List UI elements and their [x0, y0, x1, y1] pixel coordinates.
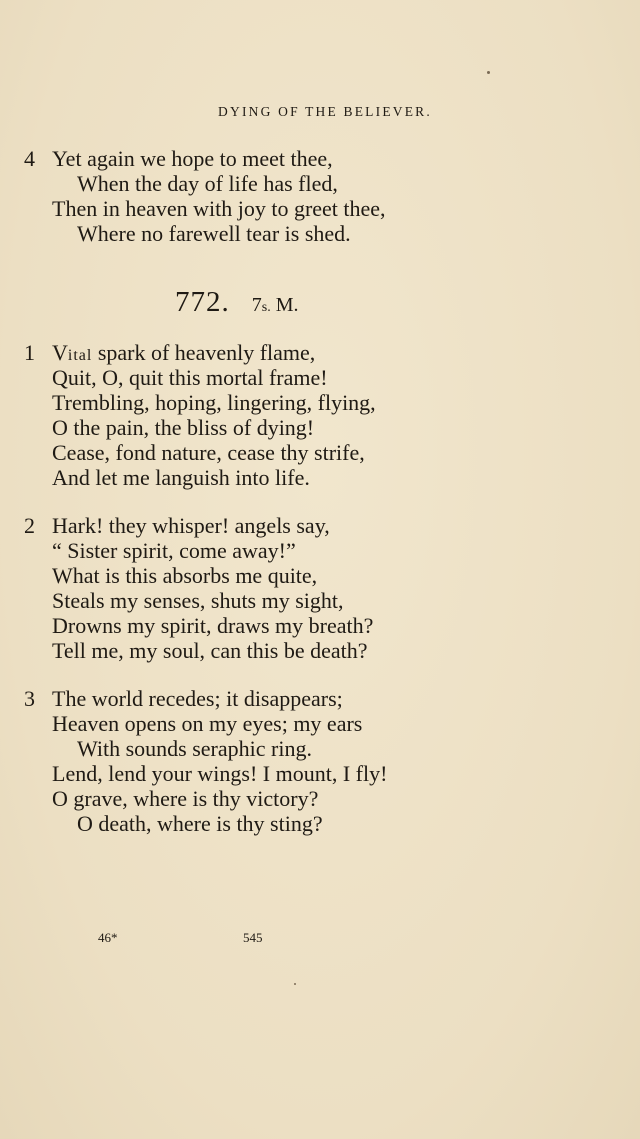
verse-line-rest: spark of heavenly flame, [92, 340, 316, 365]
verse-line: Hark! they whisper! angels say, [52, 513, 330, 538]
meter-number: 7 [251, 294, 262, 316]
drop-initial: V [52, 340, 68, 365]
stanza-number: 2 [24, 513, 35, 538]
verse-line: Trembling, hoping, lingering, flying, [52, 390, 376, 415]
verse-line: “ Sister spirit, come away!” [52, 538, 296, 563]
stanza-number: 4 [24, 146, 35, 171]
signature-mark: 46* [98, 930, 118, 945]
verse-line: Lend, lend your wings! I mount, I fly! [52, 761, 388, 786]
verse-line: What is this absorbs me quite, [52, 563, 318, 588]
stanza-number: 3 [24, 686, 35, 711]
verse-line: Where no farewell tear is shed. [77, 221, 351, 246]
paper-speck [294, 983, 296, 985]
verse-line [52, 342, 315, 364]
verse-line: Quit, O, quit this mortal frame! [52, 365, 328, 390]
verse-line: Then in heaven with joy to greet thee, [52, 196, 386, 221]
verse-line: Yet again we hope to meet thee, [52, 146, 333, 171]
verse-line: When the day of life has fled, [77, 171, 338, 196]
verse-line: Steals my senses, shuts my sight, [52, 588, 344, 613]
running-head: DYING OF THE BELIEVER. [218, 104, 432, 119]
stanza-number: 1 [24, 340, 35, 365]
verse-line: Cease, fond nature, cease thy strife, [52, 440, 365, 465]
hymn-heading [175, 288, 299, 317]
hymn-number: 772. [175, 286, 230, 318]
small-caps-word: ital [67, 347, 93, 364]
verse-line: Heaven opens on my eyes; my ears [52, 711, 363, 736]
verse-line: And let me languish into life. [52, 465, 310, 490]
paper-speck [487, 71, 490, 74]
meter-measure: M. [275, 294, 299, 316]
verse-line: O grave, where is thy victory? [52, 786, 319, 811]
verse-line: O the pain, the bliss of dying! [52, 415, 315, 440]
hymn-meter [252, 294, 299, 316]
verse-line: The world recedes; it disappears; [52, 686, 343, 711]
verse-line: Tell me, my soul, can this be death? [52, 638, 368, 663]
verse-line: O death, where is thy sting? [77, 811, 323, 836]
page-number: 545 [243, 930, 263, 945]
verse-line: With sounds seraphic ring. [77, 736, 312, 761]
verse-line: Drowns my spirit, draws my breath? [52, 613, 374, 638]
meter-suffix: s. [261, 300, 271, 315]
